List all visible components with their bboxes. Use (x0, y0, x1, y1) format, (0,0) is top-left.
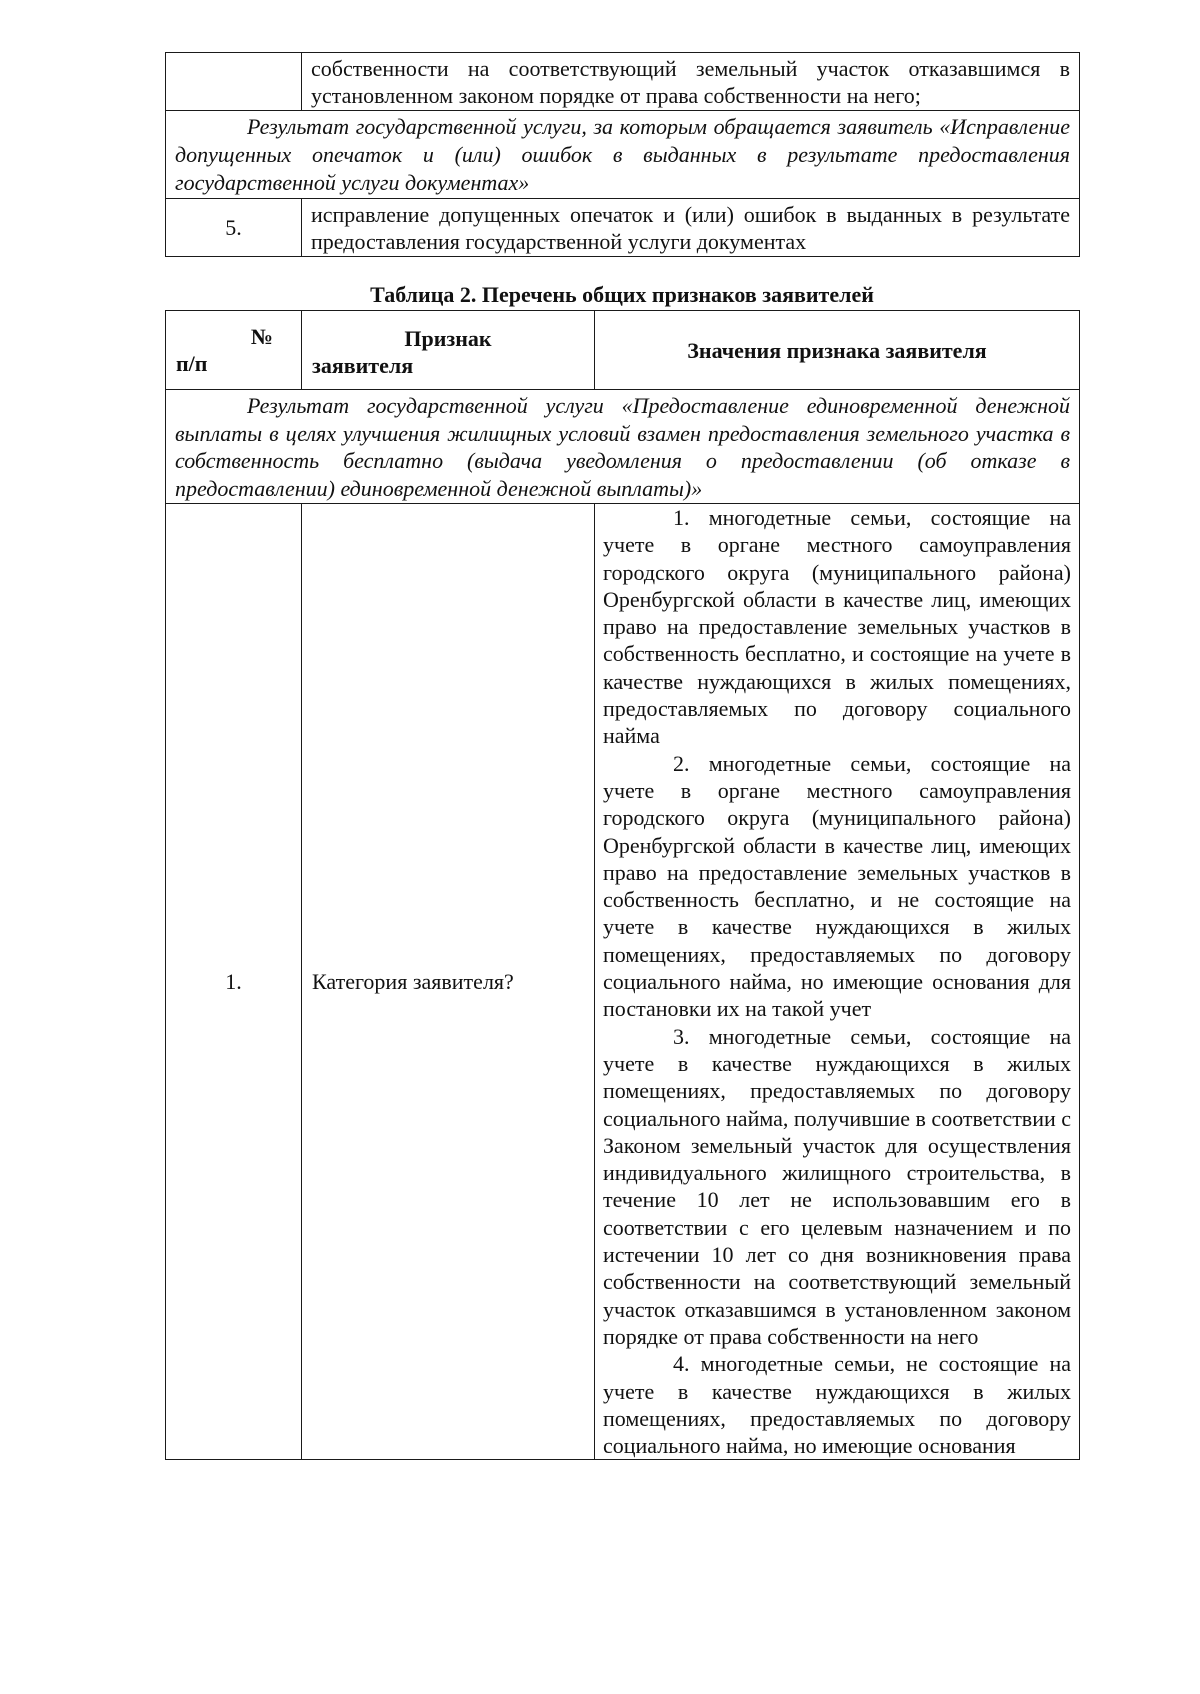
row-number: 5. (166, 199, 302, 257)
header-sign (302, 311, 595, 390)
table-row (166, 390, 1080, 504)
value-item: 3. многодетные семьи, состоящие на учете в качестве нуждающихся в жилых помещениях, предоставляемых по договору социального найма, получившие в соответствии с Законом земельный участок для осуществления индивидуального жилищного строительства, в течение 10 лет не использовавшим его в соответствии с его целевым назначением и по истечении 10 лет со дня возникновения права собственности на соответствующий земельный участок отказавшимся в установленном законом порядке от права собственности на него (603, 1023, 1072, 1349)
table-row (166, 111, 1080, 199)
table-cell-continuation-text: собственности на соответствующий земельный участок отказавшимся в установленном законом порядке от права собственности на него; (302, 53, 1080, 111)
table-header-row (166, 311, 1080, 390)
table-applicant-signs (165, 310, 1080, 1460)
value-item: 2. многодетные семьи, состоящие на учете в органе местного самоуправления городского округа (муниципального района) Оренбургской области в качестве лиц, имеющих право на предоставление земельных участков в собственность бесплатно, и не состоящие на учете в качестве нуждающихся в жилых помещениях, предоставляемых по договору социального найма, но имеющие основания для постановки их на такой учет (603, 750, 1071, 1022)
result-heading-payment: Результат государственной услуги «Предоставление единовременной денежной выплаты в целях улучшения жилищных условий взамен предоставления земельного участка в собственность бесплатно (выдача уведомления о предоставлении (об отказе в предоставлении) единовременной денежной выплаты)» (166, 390, 1080, 504)
table2-caption: Таблица 2. Перечень общих признаков заявителей (370, 282, 874, 307)
table-cell-correction-text: исправление допущенных опечаток и (или) ошибок в выданных в результате предоставления государственной услуги документах (302, 199, 1080, 257)
value-item: 1. многодетные семьи, состоящие на учете в органе местного самоуправления городского округа (муниципального района) Оренбургской области в качестве лиц, имеющих право на предоставление земельных участков в собственность бесплатно, и состоящие на учете в качестве нуждающихся в жилых помещениях, предоставляемых по договору социального найма (603, 505, 1071, 749)
header-number-sign: № (250, 324, 273, 349)
header-number (166, 311, 302, 390)
applicant-sign-values (595, 504, 1080, 1460)
table-cell-empty (166, 53, 302, 111)
row-number: 1. (166, 504, 302, 1460)
header-sign-line1: Признак (404, 326, 492, 351)
table-row (166, 199, 1080, 257)
table-row (166, 504, 1080, 1460)
header-number-pp: п/п (176, 351, 208, 376)
table-services-continuation (165, 52, 1080, 257)
header-values: Значения признака заявителя (595, 311, 1080, 390)
header-sign-line2: заявителя (312, 353, 414, 378)
table-row (166, 53, 1080, 111)
result-heading-correction: Результат государственной услуги, за которым обращается заявитель «Исправление допущенных опечаток и (или) ошибок в выданных в результате предоставления государственной услуги документах» (166, 111, 1080, 199)
applicant-sign: Категория заявителя? (302, 504, 595, 1460)
value-item: 4. многодетные семьи, не состоящие на учете в качестве нуждающихся в жилых помещениях, предоставляемых по договору социального найма, но имеющие основания (603, 1351, 1071, 1459)
